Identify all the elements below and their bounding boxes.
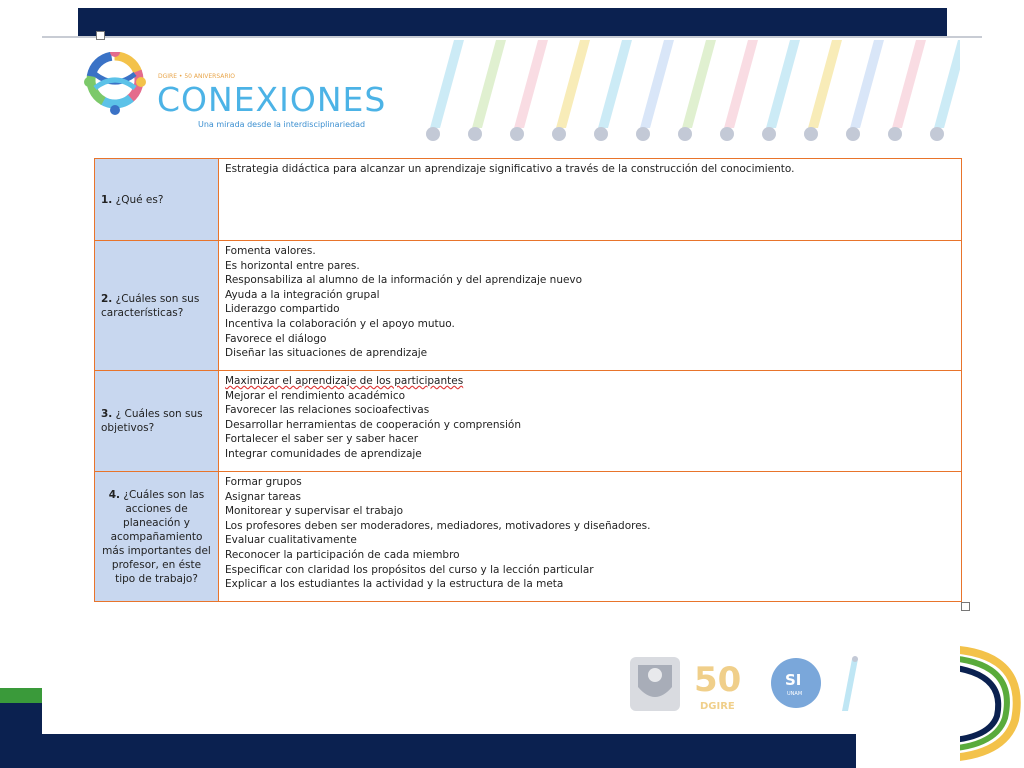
answer-line: Los profesores deben ser moderadores, mediadores, motivadores y diseñadores. [225, 519, 651, 532]
dgire-50-icon [694, 660, 741, 712]
answer-cell [219, 371, 962, 472]
answer-line: Ayuda a la integración grupal [225, 288, 380, 301]
answer-line: Responsabiliza al alumno de la información y del aprendizaje nuevo [225, 274, 583, 287]
stripe-dot [762, 127, 776, 141]
unam-shield-icon [630, 657, 680, 711]
si-unam-icon [771, 658, 821, 708]
stripe [892, 40, 926, 128]
mini-stripe-dot [852, 656, 858, 662]
stripe [850, 40, 884, 128]
answer-cell [219, 241, 962, 371]
answer-line: Favorece el diálogo [225, 332, 327, 345]
answer-line: Explicar a los estudiantes la actividad y la estructura de la meta [225, 578, 564, 591]
logo-subtitle: Una mirada desde la interdisciplinariedad [198, 120, 366, 129]
stripe-dot [888, 127, 902, 141]
answer-line: Fomenta valores. [225, 245, 316, 257]
question-cell [95, 159, 219, 241]
answer-line: Integrar comunidades de aprendizaje [225, 447, 422, 460]
answer-line: Monitorear y supervisar el trabajo [225, 505, 404, 518]
stripe-dot [468, 127, 482, 141]
stripe [514, 40, 548, 128]
answer-line: Diseñar las situaciones de aprendizaje [225, 347, 428, 360]
question-cell [95, 241, 219, 371]
answer-line: Favorecer las relaciones socioafectivas [225, 404, 430, 417]
info-table [94, 158, 962, 602]
stripe-dot [552, 127, 566, 141]
left-green-accent [0, 688, 42, 703]
question-number: 3. [101, 408, 113, 420]
answer-line: Estrategia didáctica para alcanzar un aprendizaje significativo a través de la construcción del conocimiento. [225, 163, 795, 175]
stripe [724, 40, 758, 128]
answer-line: Asignar tareas [225, 490, 301, 503]
question-text: ¿Cuáles son las acciones de planeación y acompañamiento más importantes del profesor, en éste tipo de trabajo? [102, 488, 211, 585]
svg-text:50: 50 [694, 660, 742, 700]
stripe-dot [678, 127, 692, 141]
stripe-dot [510, 127, 524, 141]
stripe [640, 40, 674, 128]
stripe-dot [804, 127, 818, 141]
logo-title: CONEXIONES [157, 80, 387, 119]
stripe [808, 40, 842, 128]
table-row [95, 159, 962, 241]
answer-line: Desarrollar herramientas de cooperación y comprensión [225, 418, 522, 431]
svg-text:SI: SI [785, 671, 802, 689]
table-row [95, 241, 962, 371]
stripe [598, 40, 632, 128]
answer-cell [219, 159, 962, 241]
answer-line: Liderazgo compartido [225, 303, 340, 316]
question-cell [95, 371, 219, 472]
question-text: ¿ Cuáles son sus objetivos? [101, 408, 203, 434]
question-cell [95, 472, 219, 602]
decorative-arc [860, 630, 1024, 768]
svg-text:UNAM: UNAM [787, 691, 803, 697]
question-text: ¿Qué es? [115, 193, 164, 206]
stripe-dot [846, 127, 860, 141]
logo-anniversary: DGIRE • 50 ANIVERSARIO [158, 73, 236, 80]
table-row [95, 371, 962, 472]
bottom-navy-bar [42, 734, 856, 768]
question-text: ¿Cuáles son sus características? [101, 292, 200, 319]
answer-line: Reconocer la participación de cada miembro [225, 548, 460, 561]
stripe [472, 40, 506, 128]
answer-line: Maximizar el aprendizaje de los participantes [225, 375, 464, 387]
stripe [682, 40, 716, 128]
answer-line: Mejorar el rendimiento académico [225, 389, 406, 402]
stripe-dot [720, 127, 734, 141]
table-row [95, 472, 962, 602]
decorative-stripes [420, 38, 960, 146]
stripe [556, 40, 590, 128]
stripe [430, 40, 464, 128]
answer-line: Fortalecer el saber ser y saber hacer [225, 433, 419, 446]
selection-handle[interactable] [96, 31, 105, 40]
stripe-dot [426, 127, 440, 141]
answer-line: Incentiva la colaboración y el apoyo mutuo. [225, 317, 455, 330]
answer-line: Es horizontal entre pares. [225, 259, 360, 272]
stripe-dot [594, 127, 608, 141]
mini-stripe [842, 659, 858, 711]
question-number: 2. [101, 292, 113, 305]
answer-cell [219, 472, 962, 602]
question-number: 4. [108, 488, 121, 501]
stripe-dot [636, 127, 650, 141]
selection-handle[interactable] [961, 602, 970, 611]
question-number: 1. [101, 193, 113, 206]
stripe [766, 40, 800, 128]
answer-line: Evaluar cualitativamente [225, 534, 357, 547]
answer-line: Especificar con claridad los propósitos del curso y la lección particular [225, 563, 594, 576]
svg-text:DGIRE: DGIRE [700, 701, 735, 712]
stripe-dot [930, 127, 944, 141]
answer-line: Formar grupos [225, 476, 302, 488]
stripe [934, 40, 960, 128]
top-navy-bar [78, 8, 947, 36]
